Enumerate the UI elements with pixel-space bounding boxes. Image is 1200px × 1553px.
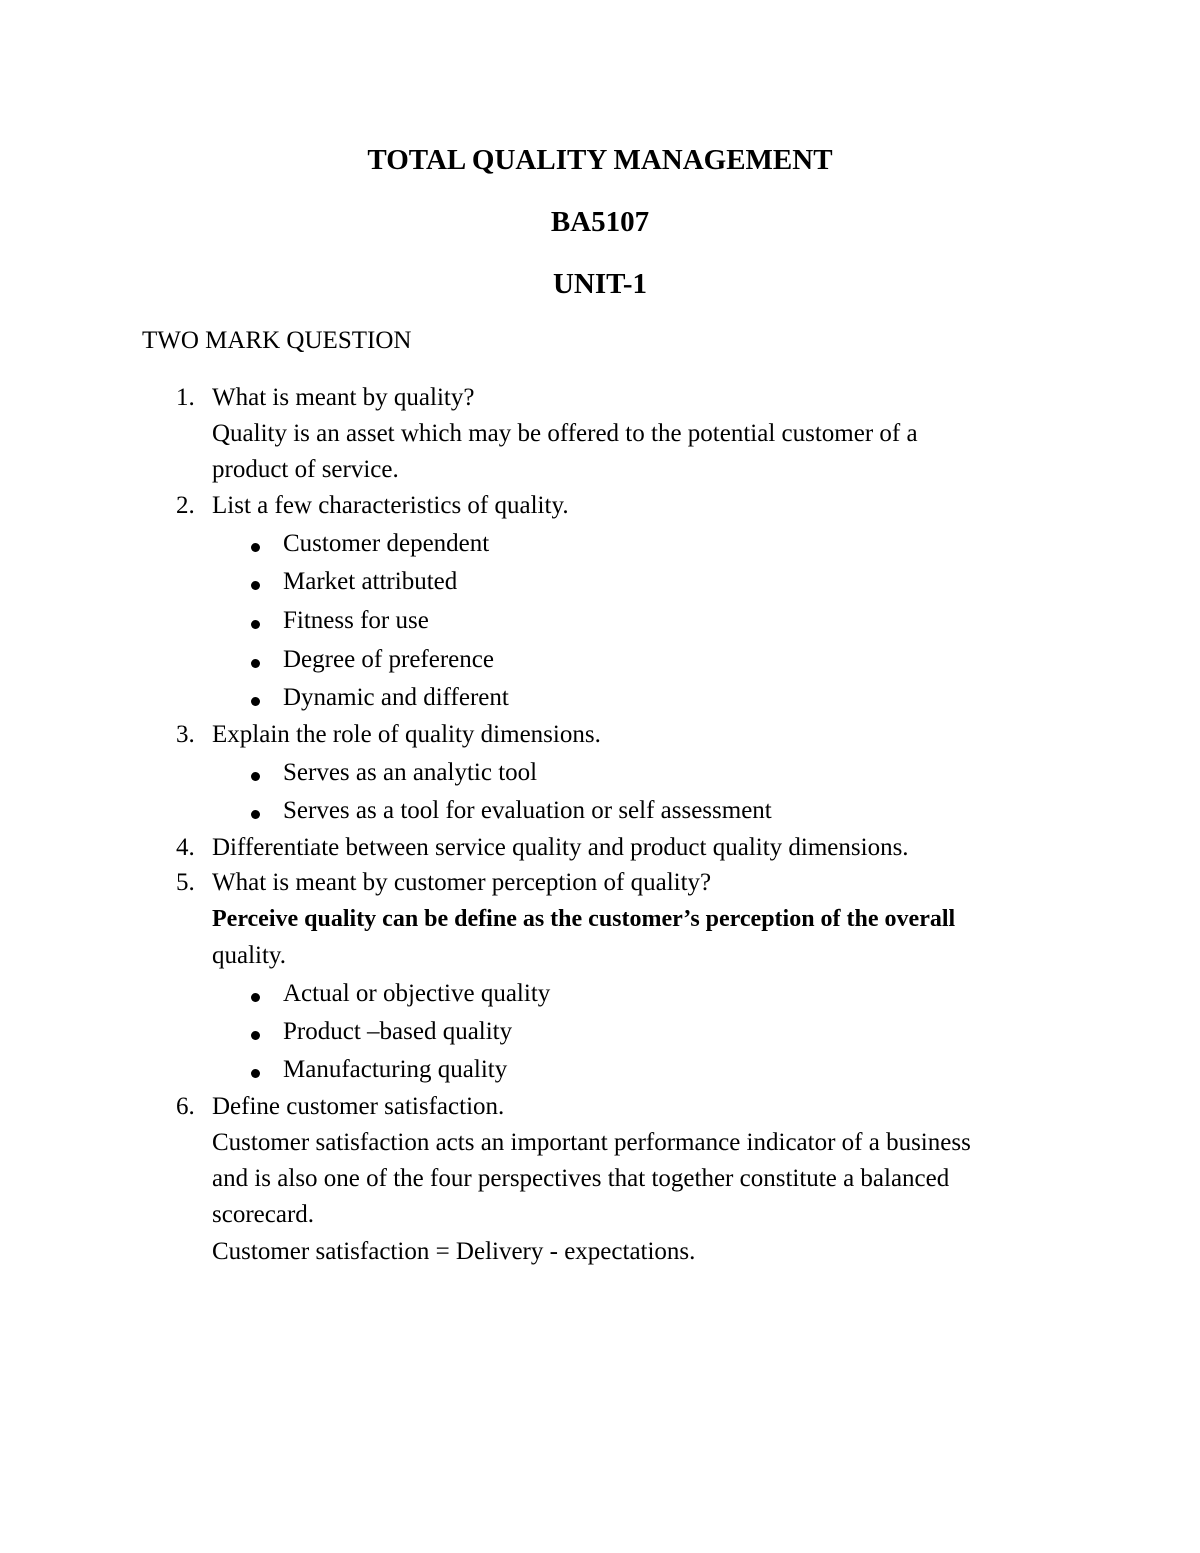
question-text: What is meant by customer perception of quality? [212, 869, 712, 896]
bullet-icon [251, 1031, 260, 1040]
question-text: Differentiate between service quality and product quality dimensions. [212, 834, 909, 861]
question-text: Explain the role of quality dimensions. [212, 721, 601, 748]
bullet-icon [251, 1069, 260, 1078]
formula-line: Customer satisfaction = Delivery - expectations. [212, 1238, 696, 1265]
unit-heading: UNIT-1 [552, 268, 647, 300]
bullet-icon [251, 993, 260, 1002]
bullet-icon [251, 697, 260, 706]
question-number: 3. [176, 721, 195, 748]
question-number: 4. [176, 834, 195, 861]
bullet-item: Serves as an analytic tool [283, 759, 538, 786]
bullet-item: Actual or objective quality [283, 980, 551, 1007]
section-heading: TWO MARK QUESTION [142, 327, 412, 354]
bullet-item: Manufacturing quality [283, 1056, 508, 1083]
question-number: 1. [176, 384, 195, 411]
question-text: Define customer satisfaction. [212, 1093, 505, 1120]
question-number: 6. [176, 1093, 195, 1120]
answer-line: quality. [212, 942, 287, 969]
question-text: What is meant by quality? [212, 384, 475, 411]
bullet-item: Serves as a tool for evaluation or self assessment [283, 797, 772, 824]
answer-line: Perceive quality can be define as the customer’s perception of the overall [212, 906, 956, 932]
bullet-icon [251, 810, 260, 819]
course-code: BA5107 [550, 206, 650, 238]
answer-line: scorecard. [212, 1201, 315, 1228]
bullet-icon [251, 772, 260, 781]
bullet-item: Product –based quality [283, 1018, 513, 1045]
bullet-icon [251, 581, 260, 590]
document-title: TOTAL QUALITY MANAGEMENT [367, 144, 833, 176]
bullet-item: Fitness for use [283, 607, 429, 634]
answer-line: product of service. [212, 456, 399, 483]
question-number: 5. [176, 869, 195, 896]
bullet-item: Market attributed [283, 568, 458, 595]
bullet-item: Customer dependent [283, 530, 490, 557]
bullet-icon [251, 543, 260, 552]
question-number: 2. [176, 492, 195, 519]
bullet-item: Dynamic and different [283, 684, 509, 711]
bullet-icon [251, 620, 260, 629]
answer-line: Quality is an asset which may be offered to the potential customer of a [212, 420, 918, 447]
bullet-item: Degree of preference [283, 646, 494, 673]
question-text: List a few characteristics of quality. [212, 492, 569, 519]
answer-line: Customer satisfaction acts an important performance indicator of a business [212, 1129, 971, 1156]
bullet-icon [251, 659, 260, 668]
answer-line: and is also one of the four perspectives that together constitute a balanced [212, 1165, 950, 1192]
